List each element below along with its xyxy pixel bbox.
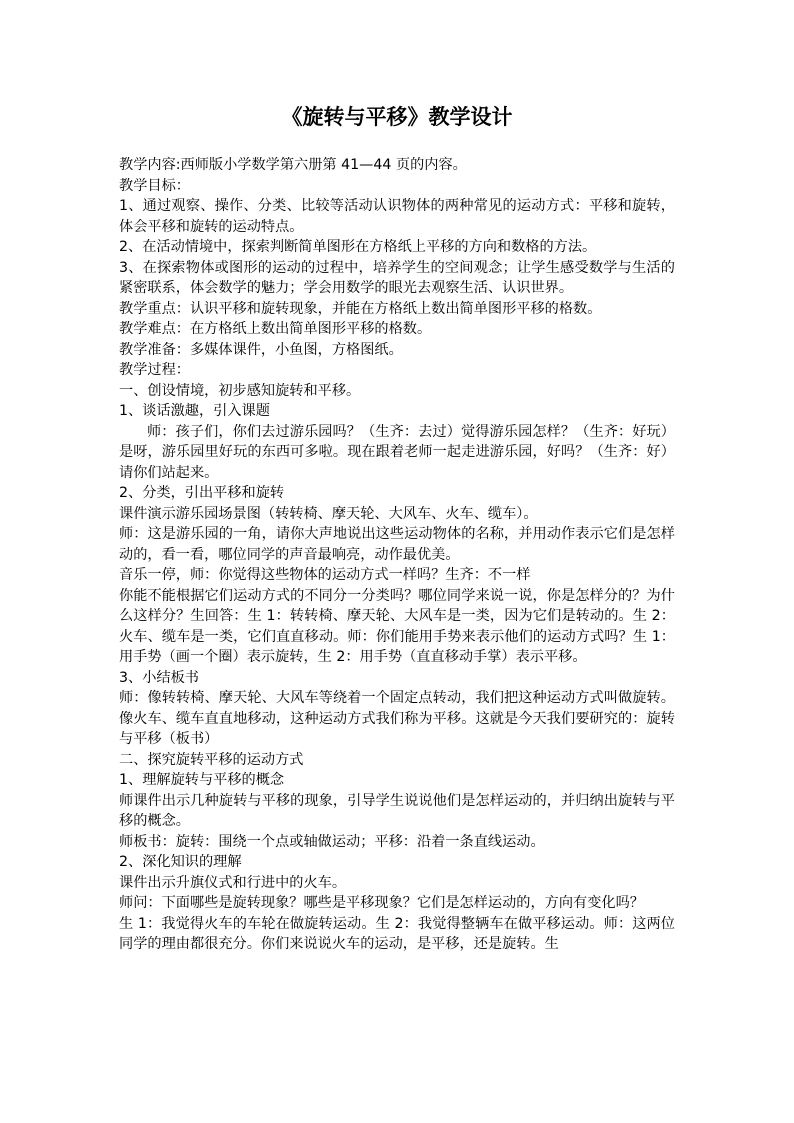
- section-1-step-2-classify: 你能不能根据它们运动方式的不同分一分类吗？哪位同学来说一说，你是怎样分的？为什么这样分？生回答：生 1：转转椅、摩天轮、大风车是一类，因为它们是转动的。生 2：火车、缆车是一类，它们直直移动。师：你们能用手势来表示他们的运动方式吗？生 1：用手势（画一个圈）表示旋转，生 2：用手势（直直移动手掌）表示平移。: [119, 587, 675, 665]
- goal-2: 2、在活动情境中，探索判断简单图形在方格纸上平移的方向和数格的方法。: [119, 239, 597, 255]
- section-2-step-1-heading: 1、理解旋转与平移的概念: [119, 772, 285, 788]
- section-2-heading: 二、探究旋转平移的运动方式: [119, 751, 304, 768]
- section-1-step-2-slide: 课件演示游乐园场景图（转转椅、摩天轮、大风车、火车、缆车）。: [119, 505, 538, 522]
- section-1-step-1-dialogue: 师：孩子们，你们去过游乐园吗？（生齐：去过）觉得游乐园怎样？（生齐：好玩）是呀，游乐园里好玩的东西可多啦。现在跟着老师一起走进游乐园，好吗？（生齐：好）请你们站起来。: [119, 423, 675, 481]
- teaching-goals-heading: 教学目标：: [119, 177, 190, 194]
- document-body: [119, 155, 675, 955]
- teaching-process-heading: 教学过程：: [119, 362, 190, 378]
- section-1-step-1-heading: 1、谈话激趣，引入课题: [119, 403, 270, 419]
- section-1-step-2-heading: 2、分类，引出平移和旋转: [119, 485, 285, 501]
- section-1-heading: 一、创设情境，初步感知旋转和平移。: [119, 382, 361, 399]
- goal-1: 1、通过观察、操作、分类、比较等活动认识物体的两种常见的运动方式：平移和旋转，体会平移和旋转的运动特点。: [119, 198, 675, 235]
- section-1-step-3-heading: 3、小结板书: [119, 669, 199, 686]
- document-title: 《旋转与平移》教学设计: [281, 104, 513, 129]
- section-2-step-2-slide: 课件出示升旗仪式和行进中的火车。: [119, 874, 347, 891]
- section-2-step-2-heading: 2、深化知识的理解: [119, 854, 242, 870]
- teaching-content: 教学内容:西师版小学数学第六册第 41—44 页的内容。: [119, 157, 467, 173]
- teaching-key-points: 教学重点：认识平移和旋转现象，并能在方格纸上数出简单图形平移的格数。: [119, 300, 602, 317]
- section-2-step-2-answers: 生 1：我觉得火车的车轮在做旋转运动。生 2：我觉得整辆车在做平移运动。师：这两位同学的理由都很充分。你们来说说火车的运动，是平移，还是旋转。生: [119, 915, 675, 952]
- section-1-step-2-music: 音乐一停，师：你觉得这些物体的运动方式一样吗？生齐：不一样: [119, 567, 531, 583]
- teaching-preparation: 教学准备：多媒体课件，小鱼图，方格图纸。: [119, 341, 403, 358]
- section-2-step-2-question: 师问：下面哪些是旋转现象？哪些是平移现象？它们是怎样运动的，方向有变化吗？: [119, 895, 644, 911]
- section-2-step-1-body: 师课件出示几种旋转与平移的现象，引导学生说说他们是怎样运动的，并归纳出旋转与平移的概念。: [119, 792, 675, 829]
- section-1-step-3-summary: 师：像转转椅、摩天轮、大风车等绕着一个固定点转动，我们把这种运动方式叫做旋转。像火车、缆车直直地移动，这种运动方式我们称为平移。这就是今天我们要研究的：旋转与平移（板书）: [119, 690, 675, 747]
- teaching-difficulties: 教学难点：在方格纸上数出简单图形平移的格数。: [119, 321, 432, 337]
- section-1-step-2-teacher: 师：这是游乐园的一角，请你大声地说出这些运动物体的名称，并用动作表示它们是怎样动的，看一看，哪位同学的声音最响亮，动作最优美。: [119, 526, 675, 563]
- goal-3: 3、在探索物体或图形的运动的过程中，培养学生的空间观念；让学生感受数学与生活的紧密联系，体会数学的魅力；学会用数学的眼光去观察生活、认识世界。: [119, 259, 675, 296]
- section-2-step-1-board: 师板书：旋转：围绕一个点或轴做运动；平移：沿着一条直线运动。: [119, 833, 545, 850]
